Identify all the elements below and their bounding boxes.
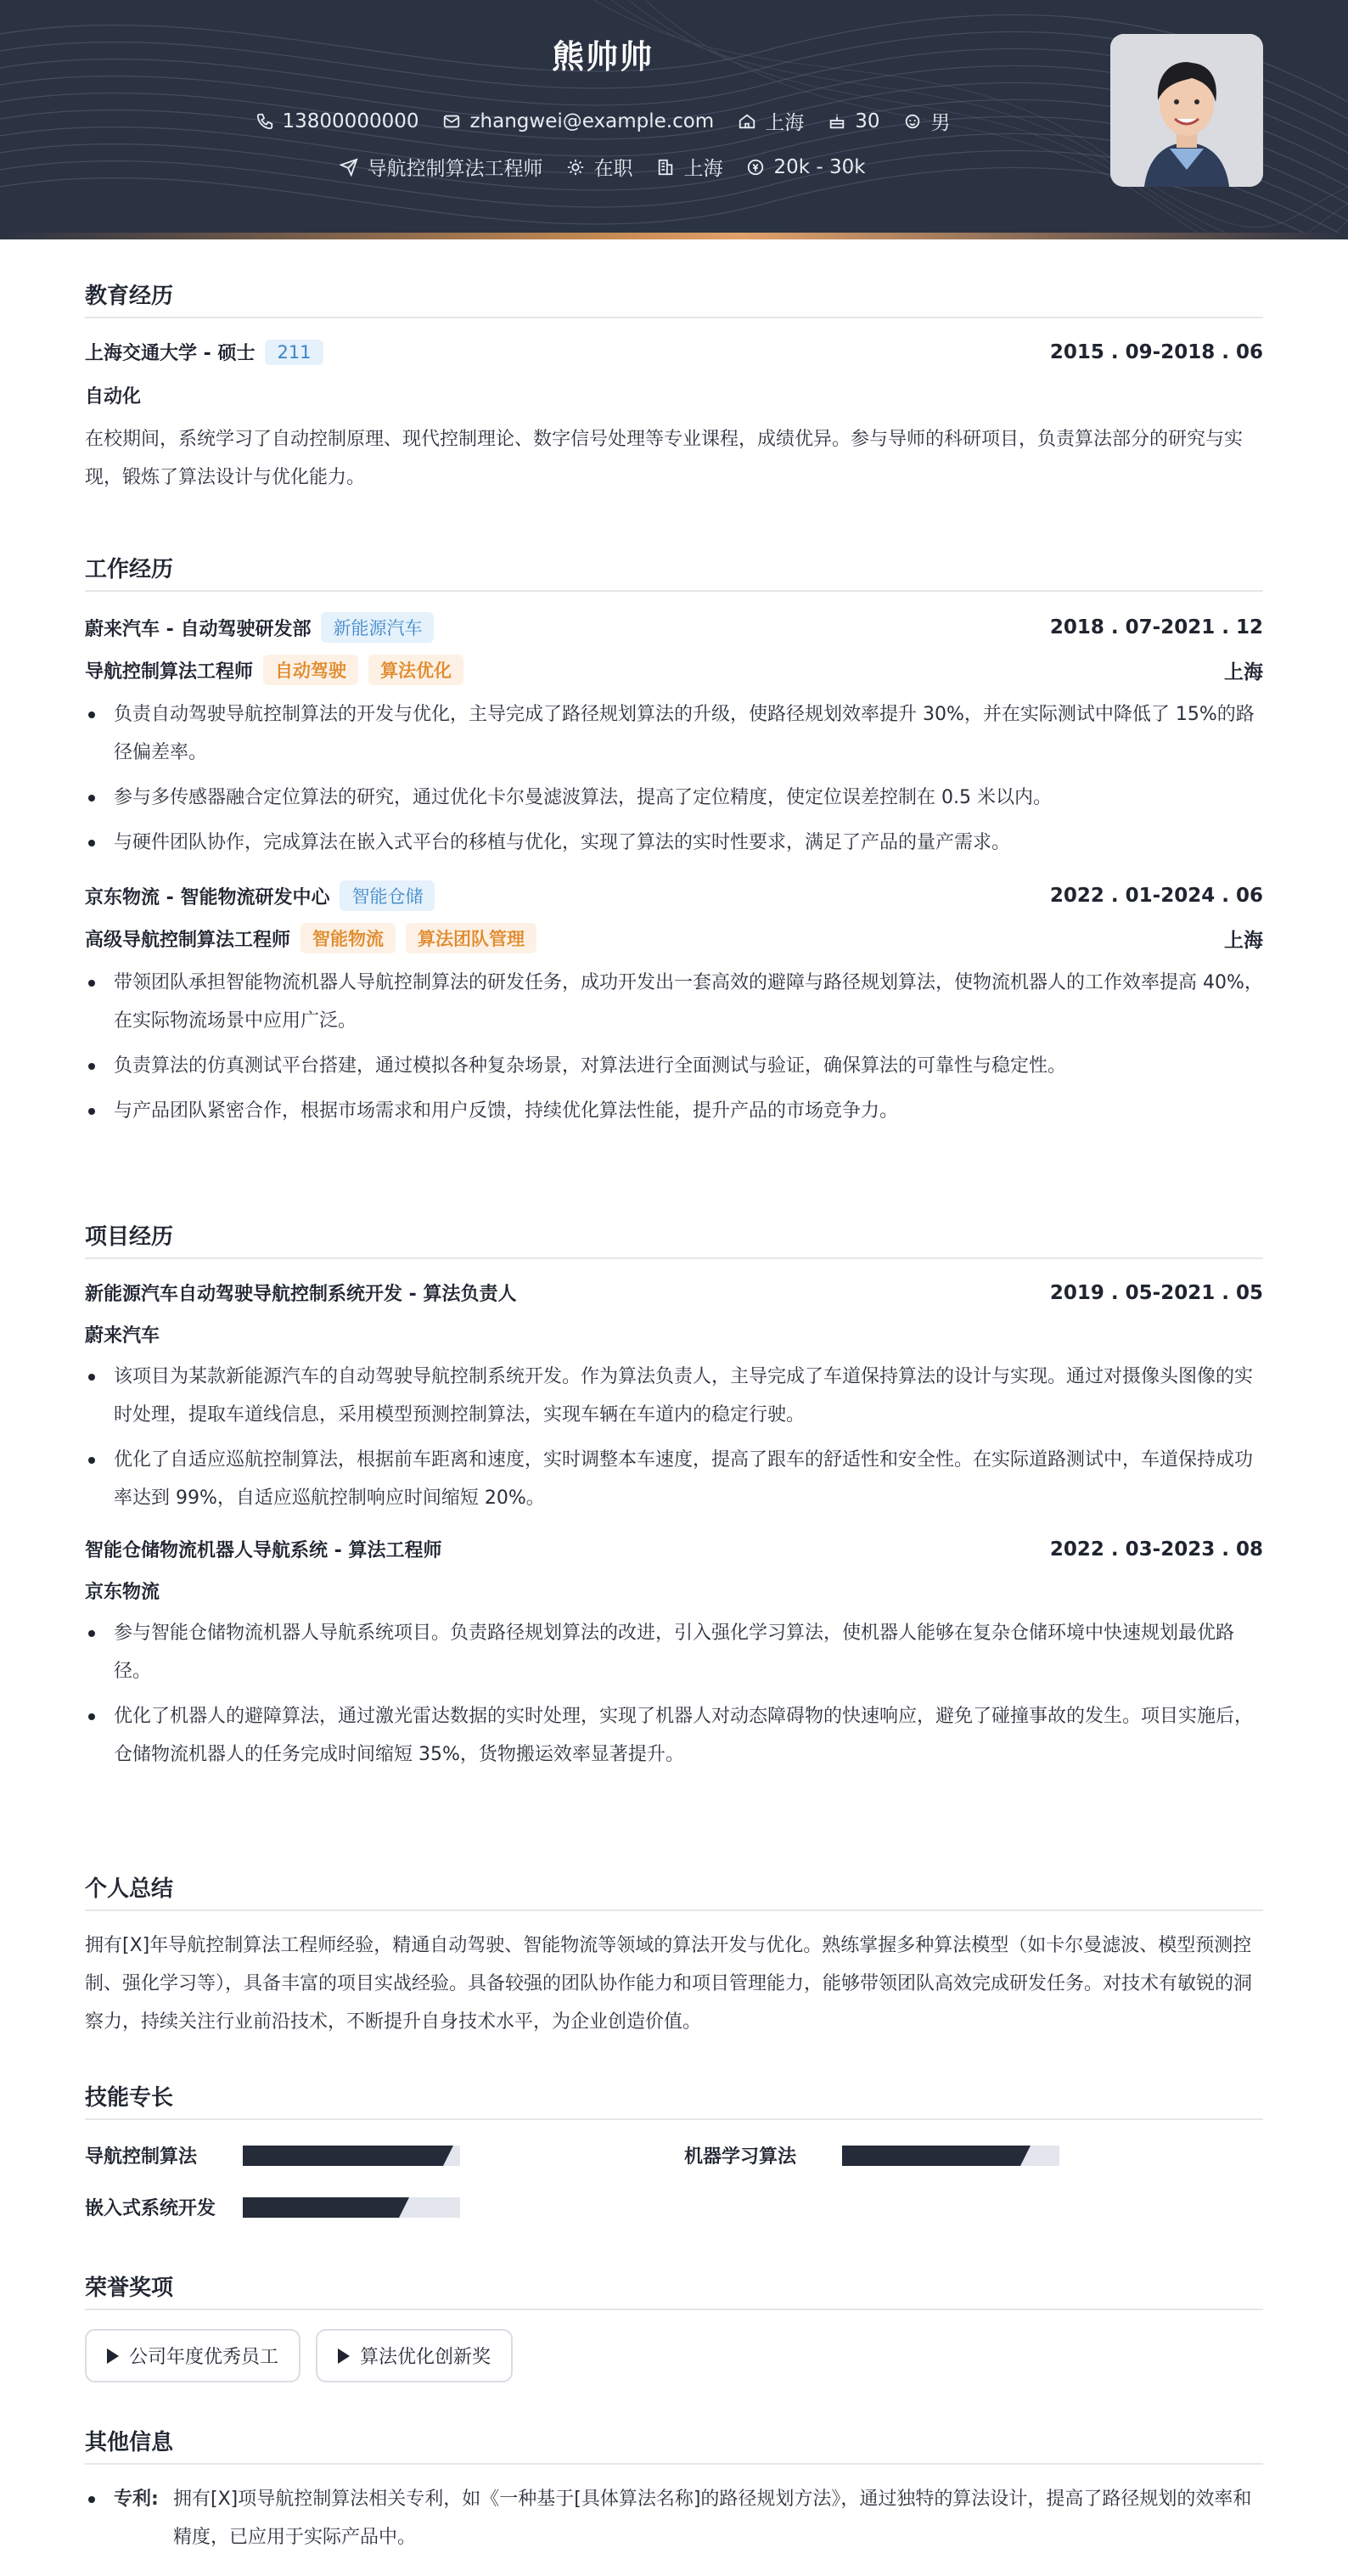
skill-item bbox=[85, 2194, 684, 2220]
education-section bbox=[85, 278, 1263, 497]
skill-fill bbox=[243, 2146, 443, 2166]
other-section bbox=[85, 2425, 1263, 2556]
role-group bbox=[85, 655, 463, 685]
award-chip bbox=[316, 2329, 513, 2382]
industry-tag: 智能仓储 bbox=[340, 880, 435, 911]
job-intent-row bbox=[0, 153, 1205, 181]
summary-text: 拥有[X]年导航控制算法工程师经验，精通自动驾驶、智能物流等领域的算法开发与优化。熟练掌握多种算法模型（如卡尔曼滤波、模型预测控制、强化学习等），具备丰富的项目实战经验。具备较强的团队协作能力和项目管理能力，能够带领团队高效完成研发任务。对技术有敏锐的洞察力，持续关注行业前沿技术，不断提升自身技术水平，为企业创造价值。 bbox=[85, 1935, 1253, 2033]
skill-item bbox=[85, 2142, 684, 2168]
play-icon bbox=[107, 2348, 119, 2364]
phone-item bbox=[256, 107, 419, 135]
skill-bar bbox=[243, 2146, 460, 2166]
awards-section bbox=[85, 2270, 1263, 2382]
location-item bbox=[738, 107, 804, 135]
list-item: 参与多传感器融合定位算法的研究，通过优化卡尔曼滤波算法，提高了定位精度，使定位误差控制在 0.5 米以内。 bbox=[85, 779, 1263, 817]
role-line bbox=[85, 655, 1263, 685]
role-tag: 算法团队管理 bbox=[406, 923, 536, 953]
phone-icon bbox=[256, 112, 274, 131]
skill-fill bbox=[243, 2197, 399, 2218]
city-text: 上海 bbox=[683, 158, 723, 180]
avatar-image bbox=[1110, 34, 1263, 187]
work-entry bbox=[85, 880, 1263, 1130]
work-city: 上海 bbox=[1224, 929, 1263, 952]
project-entry bbox=[85, 1280, 1263, 1517]
award-label: 算法优化创新奖 bbox=[360, 2347, 491, 2368]
school-name: 上海交通大学 - 硕士 bbox=[85, 343, 256, 364]
email-text: zhangwei@example.com bbox=[469, 110, 715, 132]
work-bullets bbox=[85, 964, 1263, 1130]
role-group bbox=[85, 923, 536, 953]
list-item: 优化了自适应巡航控制算法，根据前车距离和速度，实时调整本车速度，提高了跟车的舒适性和安全性。在实际道路测试中，车道保持成功率达到 99%，自适应巡航控制响应时间缩短 20%。 bbox=[85, 1441, 1263, 1517]
home-icon bbox=[738, 112, 756, 131]
work-date: 2022 . 01-2024 . 06 bbox=[1049, 885, 1263, 907]
summary-section bbox=[85, 1871, 1263, 2041]
candidate-name: 熊帅帅 bbox=[551, 38, 654, 76]
email-item bbox=[442, 107, 714, 135]
work-city: 上海 bbox=[1224, 661, 1263, 683]
building-icon bbox=[656, 158, 675, 177]
section-title-projects: 项目经历 bbox=[85, 1219, 1263, 1259]
education-entry-head bbox=[85, 339, 1263, 365]
salary-item bbox=[746, 153, 865, 181]
education-desc: 在校期间，系统学习了自动控制原理、现代控制理论、数字信号处理等专业课程，成绩优异。参与导师的科研项目，负责算法部分的研究与实现，锻炼了算法设计与优化能力。 bbox=[85, 429, 1244, 488]
skill-bar bbox=[842, 2146, 1059, 2166]
role-name: 导航控制算法工程师 bbox=[85, 661, 254, 683]
project-entry bbox=[85, 1536, 1263, 1774]
age-text: 30 bbox=[855, 110, 880, 132]
role-tag: 算法优化 bbox=[368, 655, 463, 685]
contact-row bbox=[0, 107, 1205, 135]
list-item: 负责算法的仿真测试平台搭建，通过模拟各种复杂场景，对算法进行全面测试与验证，确保算法的可靠性与稳定性。 bbox=[85, 1047, 1263, 1085]
section-title-other: 其他信息 bbox=[85, 2425, 1263, 2465]
position-item bbox=[340, 153, 542, 181]
play-icon bbox=[338, 2348, 350, 2364]
project-bullets bbox=[85, 1358, 1263, 1517]
patent-text: 拥有[X]项导航控制算法相关专利，如《一种基于[具体算法名称]的路径规划方法》，通过独特的算法设计，提高了路径规划的效率和精度，已应用于实际产品中。 bbox=[173, 2489, 1252, 2548]
status-item bbox=[566, 153, 632, 181]
location-text: 上海 bbox=[765, 112, 805, 134]
list-item: 负责自动驾驶导航控制算法的开发与优化，主导完成了路径规划算法的升级，使路径规划效率提升 30%，并在实际测试中降低了 15%的路径偏差率。 bbox=[85, 695, 1263, 772]
position-text: 导航控制算法工程师 bbox=[367, 158, 543, 180]
company-name: 蔚来汽车 - 自动驾驶研发部 bbox=[85, 618, 312, 640]
project-name: 智能仓储物流机器人导航系统 - 算法工程师 bbox=[85, 1540, 442, 1561]
industry-tag: 新能源汽车 bbox=[321, 612, 434, 643]
project-date: 2022 . 03-2023 . 08 bbox=[1049, 1538, 1263, 1561]
project-org: 京东物流 bbox=[85, 1582, 160, 1603]
school-tag: 211 bbox=[265, 340, 323, 365]
project-head bbox=[85, 1280, 1263, 1306]
patent-label: 专利: bbox=[114, 2489, 159, 2510]
section-title-summary: 个人总结 bbox=[85, 1871, 1263, 1911]
gender-icon bbox=[903, 112, 922, 131]
skill-name: 机器学习算法 bbox=[684, 2146, 797, 2168]
city-item bbox=[656, 153, 722, 181]
status-icon bbox=[566, 158, 585, 177]
cake-icon bbox=[828, 112, 846, 131]
other-list bbox=[85, 2480, 1263, 2556]
section-title-education: 教育经历 bbox=[85, 278, 1263, 318]
work-date: 2018 . 07-2021 . 12 bbox=[1049, 616, 1263, 638]
work-entry bbox=[85, 612, 1263, 862]
project-name: 新能源汽车自动驾驶导航控制系统开发 - 算法负责人 bbox=[85, 1284, 517, 1305]
role-tag: 智能物流 bbox=[300, 923, 396, 953]
skills-grid bbox=[85, 2142, 1263, 2220]
work-entry-head bbox=[85, 880, 1263, 911]
project-org: 蔚来汽车 bbox=[85, 1325, 160, 1347]
section-title-work: 工作经历 bbox=[85, 552, 1263, 592]
skill-name: 导航控制算法 bbox=[85, 2146, 198, 2168]
role-tag: 自动驾驶 bbox=[263, 655, 358, 685]
header-accent-bar bbox=[0, 233, 1348, 239]
phone-text: 13800000000 bbox=[282, 110, 419, 132]
role-line bbox=[85, 923, 1263, 953]
gender-text: 男 bbox=[930, 112, 951, 134]
list-item bbox=[85, 2480, 1263, 2556]
skill-fill bbox=[842, 2146, 1020, 2166]
section-title-skills: 技能专长 bbox=[85, 2080, 1263, 2120]
age-item bbox=[828, 107, 879, 135]
work-section bbox=[85, 552, 1263, 1130]
education-major: 自动化 bbox=[85, 386, 142, 408]
money-icon bbox=[746, 158, 765, 177]
awards-list bbox=[85, 2329, 1263, 2382]
skills-section bbox=[85, 2080, 1263, 2220]
school-line bbox=[85, 339, 323, 365]
work-entry-head bbox=[85, 612, 1263, 643]
send-icon bbox=[340, 158, 358, 177]
list-item: 参与智能仓储物流机器人导航系统项目。负责路径规划算法的改进，引入强化学习算法，使机器人能够在复杂仓储环境中快速规划最优路径。 bbox=[85, 1614, 1263, 1690]
education-date: 2015 . 09-2018 . 06 bbox=[1049, 340, 1263, 363]
list-item: 优化了机器人的避障算法，通过激光雷达数据的实时处理，实现了机器人对动态障碍物的快速响应，避免了碰撞事故的发生。项目实施后，仓储物流机器人的任务完成时间缩短 35%，货物搬运效率显著提升。 bbox=[85, 1697, 1263, 1774]
avatar bbox=[1110, 34, 1263, 187]
status-text: 在职 bbox=[593, 158, 633, 180]
gender-item bbox=[903, 107, 950, 135]
list-item: 该项目为某款新能源汽车的自动驾驶导航控制系统开发。作为算法负责人，主导完成了车道保持算法的设计与实现。通过对摄像头图像的实时处理，提取车道线信息，采用模型预测控制算法，实现车辆在车道内的稳定行驶。 bbox=[85, 1358, 1263, 1434]
skill-bar bbox=[243, 2197, 460, 2218]
work-bullets bbox=[85, 695, 1263, 862]
project-date: 2019 . 05-2021 . 05 bbox=[1049, 1281, 1263, 1304]
skill-name: 嵌入式系统开发 bbox=[85, 2198, 216, 2219]
projects-section bbox=[85, 1219, 1263, 1774]
company-name: 京东物流 - 智能物流研发中心 bbox=[85, 886, 330, 908]
project-bullets bbox=[85, 1614, 1263, 1774]
award-chip bbox=[85, 2329, 300, 2382]
salary-text: 20k - 30k bbox=[773, 155, 866, 178]
section-title-awards: 荣誉奖项 bbox=[85, 2270, 1263, 2310]
mail-icon bbox=[442, 112, 461, 131]
company-line bbox=[85, 880, 435, 911]
company-line bbox=[85, 612, 434, 643]
list-item: 与产品团队紧密合作，根据市场需求和用户反馈，持续优化算法性能，提升产品的市场竞争力。 bbox=[85, 1092, 1263, 1130]
award-label: 公司年度优秀员工 bbox=[129, 2347, 279, 2368]
resume-header bbox=[0, 0, 1348, 239]
skill-item bbox=[684, 2142, 1263, 2168]
project-head bbox=[85, 1536, 1263, 1562]
list-item: 带领团队承担智能物流机器人导航控制算法的研发任务，成功开发出一套高效的避障与路径规划算法，使物流机器人的工作效率提高 40%，在实际物流场景中应用广泛。 bbox=[85, 964, 1263, 1040]
list-item: 与硬件团队协作，完成算法在嵌入式平台的移植与优化，实现了算法的实时性要求，满足了产品的量产需求。 bbox=[85, 824, 1263, 862]
role-name: 高级导航控制算法工程师 bbox=[85, 929, 291, 951]
